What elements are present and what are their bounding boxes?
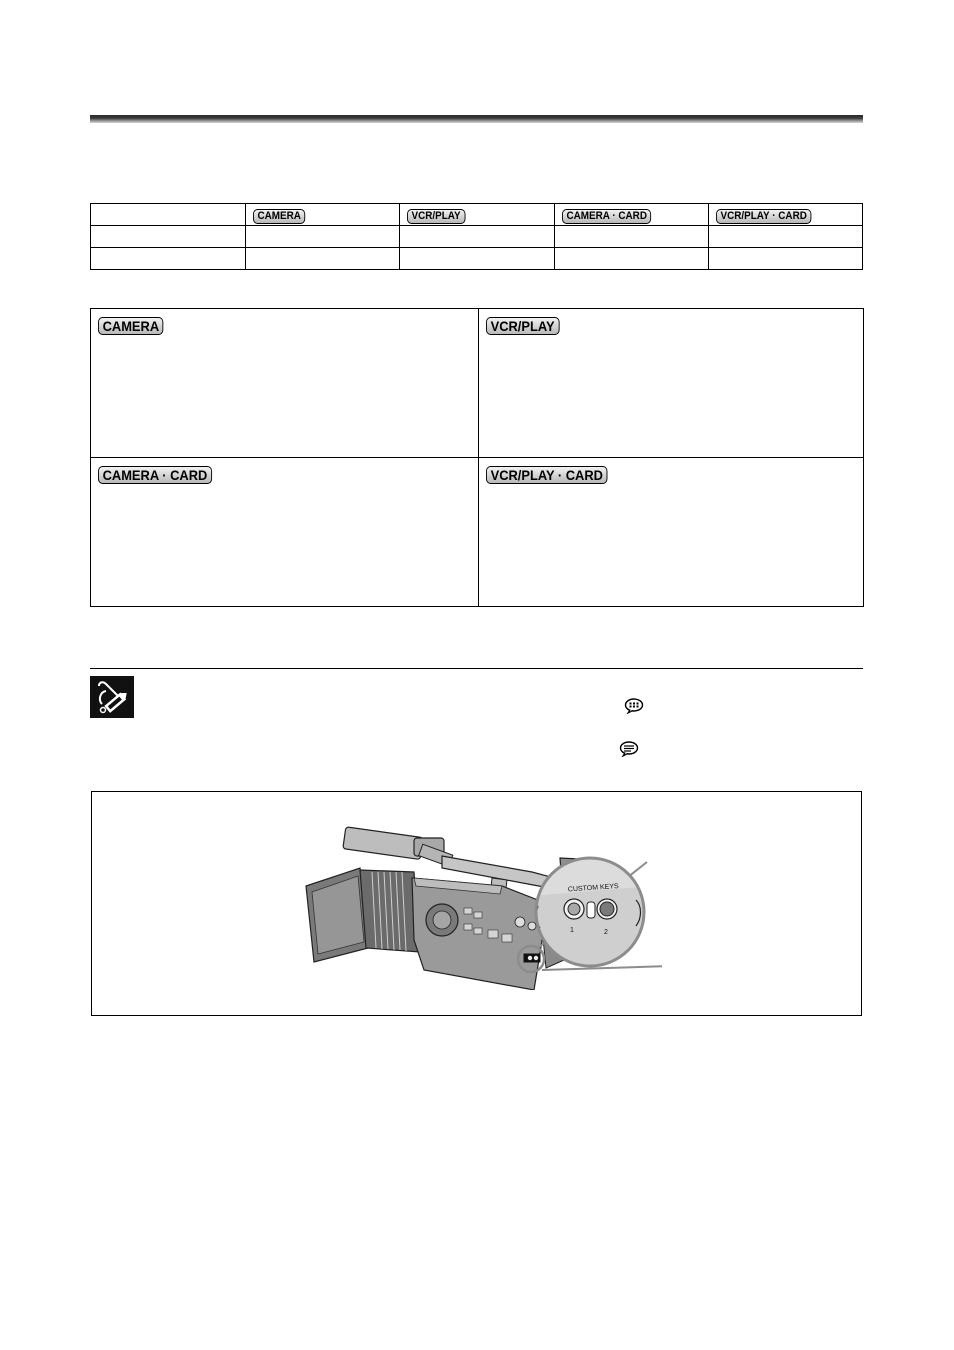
vcr-play-mode-badge: VCR/PLAY bbox=[407, 209, 465, 224]
table-cell bbox=[400, 248, 554, 270]
mode-availability-table bbox=[90, 203, 863, 270]
menu-speech-icon bbox=[624, 698, 644, 714]
table-cell bbox=[246, 248, 400, 270]
vcr-play-card-mode-section bbox=[478, 457, 863, 606]
table-cell bbox=[246, 226, 400, 248]
table-cell bbox=[708, 248, 862, 270]
table-row bbox=[91, 248, 863, 270]
vcr-play-mode-section bbox=[478, 309, 863, 457]
table-cell bbox=[91, 204, 246, 226]
header-rule bbox=[90, 115, 863, 123]
camcorder-figure bbox=[91, 791, 862, 1016]
camera-mode-badge: CAMERA bbox=[253, 209, 305, 224]
table-cell bbox=[91, 248, 246, 270]
camera-card-mode-section bbox=[91, 457, 478, 606]
camera-mode-badge: CAMERA bbox=[98, 317, 164, 335]
menu-speech-icon bbox=[619, 741, 639, 757]
table-cell bbox=[554, 226, 708, 248]
camera-card-mode-badge: CAMERA · CARD bbox=[562, 209, 651, 224]
camera-card-mode-badge: CAMERA · CARD bbox=[98, 466, 212, 484]
table-header-camera-card bbox=[554, 204, 708, 226]
table-header-row bbox=[91, 204, 863, 226]
custom-key-1-label: 1 bbox=[570, 927, 574, 934]
custom-keys-label: CUSTOM KEYS bbox=[567, 883, 619, 894]
table-cell bbox=[91, 226, 246, 248]
table-header-vcr-play-card bbox=[708, 204, 862, 226]
vcr-play-mode-badge: VCR/PLAY bbox=[486, 317, 559, 335]
table-cell bbox=[708, 226, 862, 248]
table-cell bbox=[400, 226, 554, 248]
note-pencil-icon bbox=[90, 676, 134, 718]
custom-key-2-label: 2 bbox=[604, 929, 608, 936]
table-row bbox=[91, 226, 863, 248]
mode-description-grid bbox=[90, 308, 864, 607]
vcr-play-card-mode-badge: VCR/PLAY · CARD bbox=[486, 466, 608, 484]
table-cell bbox=[554, 248, 708, 270]
custom-keys-zoom bbox=[532, 856, 652, 970]
table-header-camera bbox=[246, 204, 400, 226]
camera-mode-section bbox=[91, 309, 478, 457]
vcr-play-card-mode-badge: VCR/PLAY · CARD bbox=[716, 209, 811, 224]
note-divider bbox=[90, 668, 863, 669]
table-header-vcr-play bbox=[400, 204, 554, 226]
